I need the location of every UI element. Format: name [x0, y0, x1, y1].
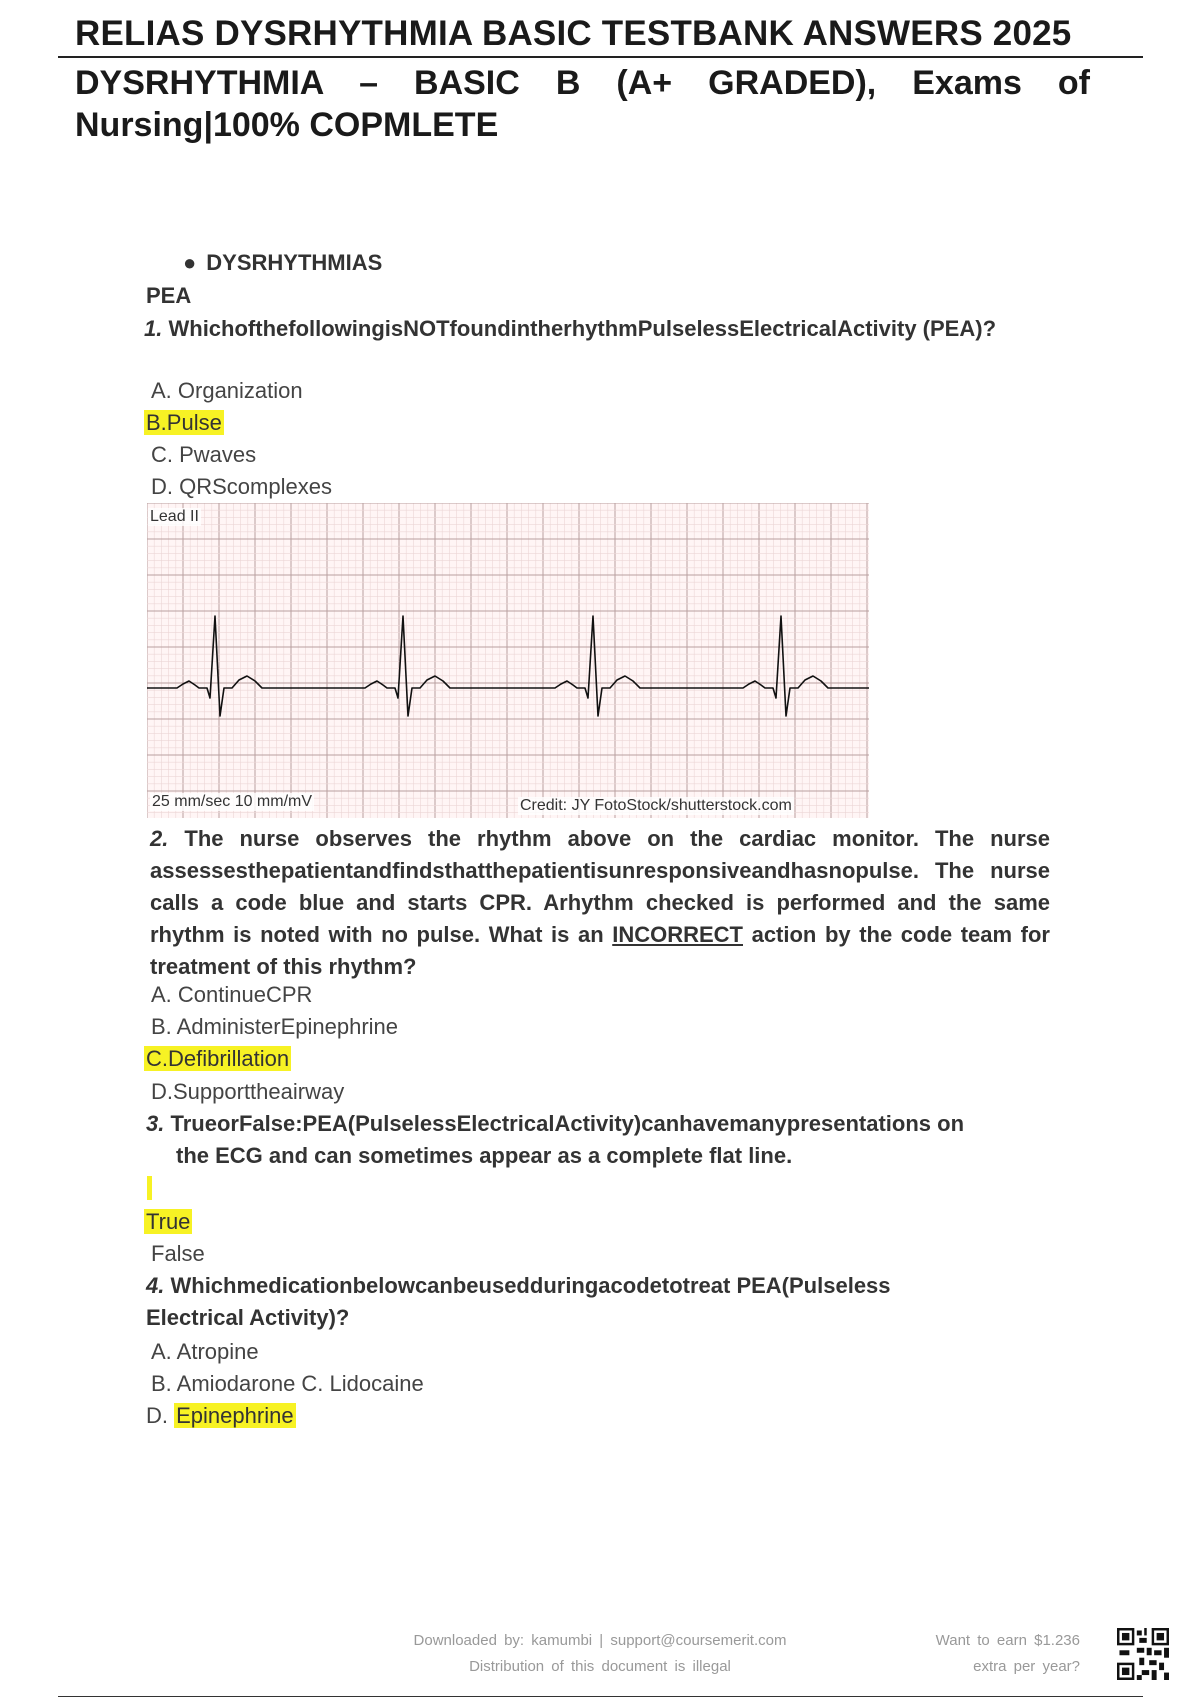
ecg-strip-image: [147, 503, 869, 818]
footer-earn-line1: Want to earn $1.236: [935, 1632, 1080, 1649]
question-1-number: 1.: [144, 316, 163, 341]
title-divider: [58, 56, 1143, 58]
q3-answer-highlight: True: [146, 1209, 191, 1234]
q1-option-c: C. Pwaves: [151, 442, 257, 467]
question-2-number: 2.: [150, 826, 169, 851]
section-subheading: PEA: [146, 283, 192, 308]
question-3-text-line2: the ECG and can sometimes appear as a complete flat line.: [176, 1143, 793, 1168]
q2-answer-highlight: C.Defibrillation: [146, 1046, 290, 1071]
q4-option-a: A. Atropine: [151, 1339, 259, 1364]
q4-option-d-answer: [146, 1401, 296, 1431]
question-3: [146, 1108, 1046, 1172]
question-2: [150, 823, 1050, 983]
qr-code-icon[interactable]: [1117, 1628, 1169, 1680]
document-title: RELIAS DYSRHYTHMIA BASIC TESTBANK ANSWERS 2025: [75, 14, 1072, 53]
footer-download-info: [320, 1628, 880, 1680]
q2-option-c-answer: [144, 1044, 291, 1074]
footer-divider: [58, 1696, 1143, 1697]
document-subtitle: DYSRHYTHMIA – BASIC B (A+ GRADED), Exams of Nursing|100% COPMLETE: [75, 64, 1090, 144]
q1-option-d: D. QRScomplexes: [151, 474, 332, 499]
q1-answer-highlight: B.Pulse: [146, 410, 222, 435]
section-bullet: [183, 250, 382, 276]
question-1: [144, 313, 1024, 345]
q3-option-true-answer: [144, 1207, 192, 1237]
q2-option-a: A. ContinueCPR: [151, 982, 313, 1007]
section-bullet-label: DYSRHYTHMIAS: [206, 250, 383, 275]
footer-promo[interactable]: [880, 1628, 1080, 1680]
footer-earn-line2: extra per year?: [973, 1658, 1080, 1675]
question-3-number: 3.: [146, 1111, 165, 1136]
q2-option-b: B. AdministerEpinephrine: [151, 1014, 399, 1039]
question-2-emphasis: INCORRECT: [612, 922, 743, 947]
bullet-dot-icon: ●: [183, 250, 197, 275]
q4-option-b-c: B. Amiodarone C. Lidocaine: [151, 1371, 424, 1396]
question-4: [146, 1270, 986, 1334]
highlight-mark: [147, 1176, 152, 1200]
question-1-text: WhichofthefollowingisNOTfoundintherhythmPulselessElectricalActivity (PEA)?: [168, 316, 997, 341]
footer-distribution-notice: Distribution of this document is illegal: [469, 1658, 731, 1675]
question-2-text-end: action by the code team for treatment of this rhythm?: [150, 922, 1050, 979]
q3-option-false: False: [151, 1241, 205, 1266]
question-4-number: 4.: [146, 1273, 165, 1298]
ecg-lead-label: Lead II: [150, 508, 199, 525]
ecg-credit: Credit: JY FotoStock/shutterstock.com: [520, 797, 792, 814]
q4-option-d-letter: D.: [146, 1403, 168, 1428]
q1-option-a: A. Organization: [151, 378, 303, 403]
q1-option-b-answer: [144, 408, 224, 438]
question-3-text-line1: TrueorFalse:PEA(PulselessElectricalActivity)canhavemanypresentations on: [170, 1111, 965, 1136]
footer-downloaded-by: Downloaded by: kamumbi | support@coursemerit.com: [413, 1632, 787, 1649]
question-2-text: The nurse observes the rhythm above on the cardiac monitor. The nurse assessesthepatientandfindsthatthepatientisunresponsiveandhasnopulse. The nurse calls a code blue and starts CPR. Arhythm checked is performed and the same rhythm is noted with no pulse. What is an: [150, 826, 1050, 947]
q2-option-d: D.Supporttheairway: [151, 1079, 345, 1104]
q4-answer-highlight: Epinephrine: [176, 1403, 294, 1428]
question-4-text: Whichmedicationbelowcanbeusedduringacodetotreat PEA(Pulseless Electrical Activity)?: [146, 1273, 891, 1330]
ecg-scale-label: 25 mm/sec 10 mm/mV: [152, 793, 313, 810]
